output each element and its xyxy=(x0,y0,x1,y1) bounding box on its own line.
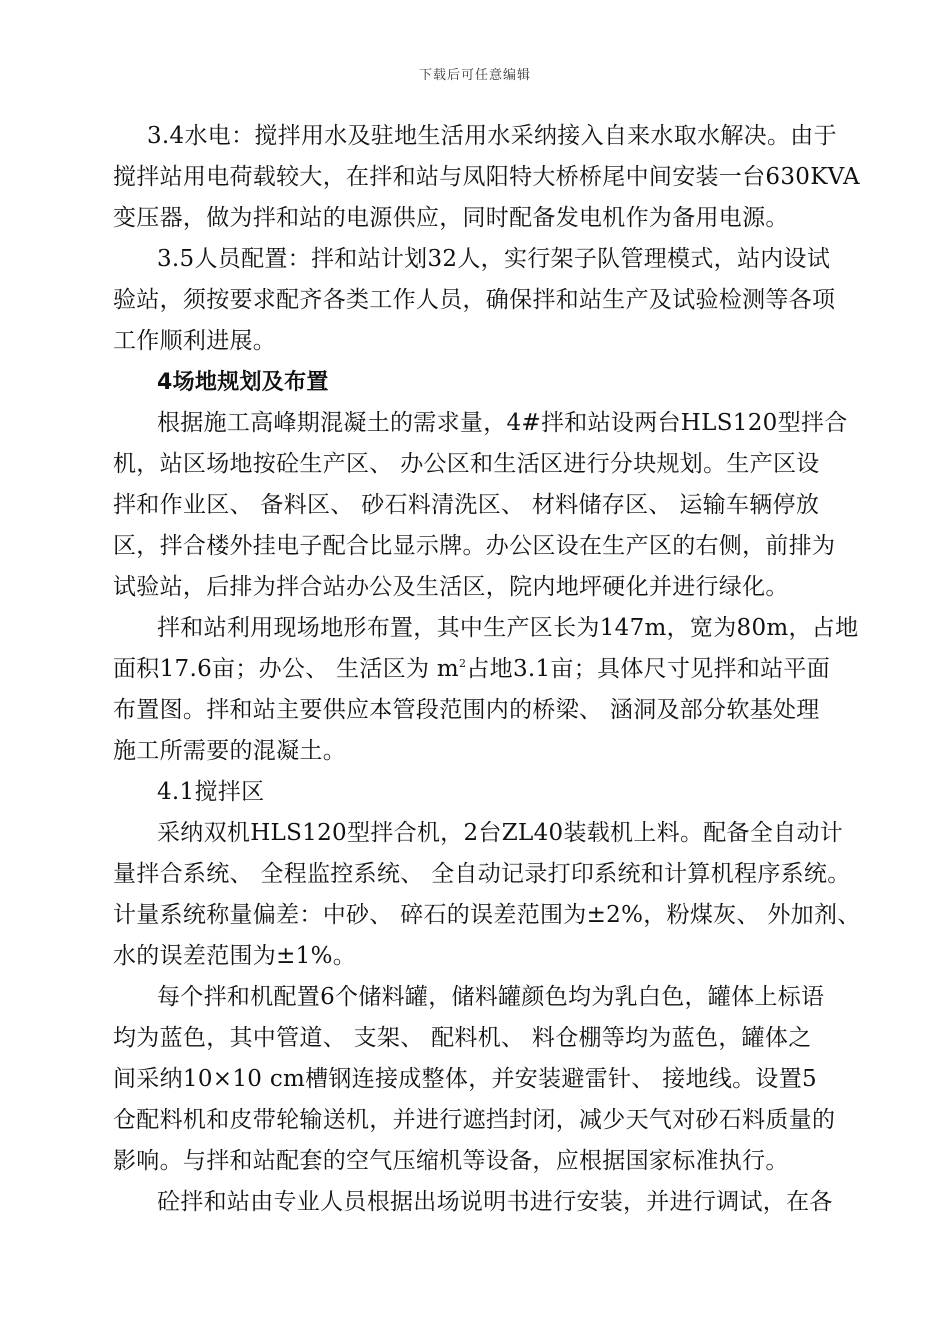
section-heading: 4场地规划及布置 xyxy=(157,370,329,395)
paragraph-line: 水的误差范围为±1%。 xyxy=(113,943,357,969)
document-body xyxy=(113,116,861,1223)
paragraph-line: 采纳双机HLS120型拌合机，2台ZL40装载机上料。配备全自动计 xyxy=(157,820,844,846)
paragraph-line: 计量系统称量偏差：中砂、 碎石的误差范围为±2%，粉煤灰、 外加剂、 xyxy=(113,902,861,928)
paragraph-line: 施工所需要的混凝土。 xyxy=(113,738,346,764)
paragraph-line: 砼拌和站由专业人员根据出场说明书进行安装，并进行调试，在各 xyxy=(157,1189,833,1215)
paragraph-line: 工作顺利进展。 xyxy=(113,328,277,354)
paragraph-line: 影响。与拌和站配套的空气压缩机等设备，应根据国家标准执行。 xyxy=(113,1148,789,1174)
paragraph-line: 拌和作业区、 备料区、 砂石料清洗区、 材料储存区、 运输车辆停放 xyxy=(113,492,820,518)
paragraph-line: 拌和站利用现场地形布置，其中生产区长为147m，宽为80m，占地 xyxy=(157,615,859,641)
paragraph-line: 试验站，后排为拌合站办公及生活区，院内地坪硬化并进行绿化。 xyxy=(113,574,789,600)
superscript-2: 2 xyxy=(459,657,467,670)
line-segment: 面积17.6亩；办公、 生活区为 m xyxy=(113,656,460,682)
paragraph-line: 量拌合系统、 全程监控系统、 全自动记录打印系统和计算机程序系统。 xyxy=(113,861,851,887)
line-segment: 占地3.1亩；具体尺寸见拌和站平面 xyxy=(466,656,831,682)
paragraph-line: 机，站区场地按砼生产区、 办公区和生活区进行分块规划。生产区设 xyxy=(113,451,820,477)
paragraph-line: 3.5人员配置：拌和站计划32人，实行架子队管理模式，站内设试 xyxy=(157,246,831,272)
paragraph-line: 变压器，做为拌和站的电源供应，同时配备发电机作为备用电源。 xyxy=(113,205,789,231)
paragraph-line: 均为蓝色，其中管道、 支架、 配料机、 料仓棚等均为蓝色，罐体之 xyxy=(113,1025,812,1051)
paragraph-line xyxy=(113,649,853,690)
paragraph-line: 区，拌合楼外挂电子配合比显示牌。办公区设在生产区的右侧，前排为 xyxy=(113,533,836,559)
paragraph-line: 间采纳10×10 cm槽钢连接成整体，并安装避雷针、 接地线。设置5 xyxy=(113,1066,817,1092)
paragraph-line: 每个拌和机配置6个储料罐，储料罐颜色均为乳白色，罐体上标语 xyxy=(157,984,825,1010)
paragraph-line: 根据施工高峰期混凝土的需求量，4#拌和站设两台HLS120型拌合 xyxy=(157,410,848,436)
paragraph-line: 验站，须按要求配齐各类工作人员，确保拌和站生产及试验检测等各项 xyxy=(113,287,836,313)
page-header: 下载后可任意编辑 xyxy=(418,68,531,83)
subsection-heading: 4.1搅拌区 xyxy=(157,779,265,805)
paragraph-line: 仓配料机和皮带轮输送机，并进行遮挡封闭，减少天气对砂石料质量的 xyxy=(113,1107,836,1133)
paragraph-line: 3.4水电：搅拌用水及驻地生活用水采纳接入自来水取水解决。由于 xyxy=(147,123,837,149)
paragraph-line: 搅拌站用电荷载较大，在拌和站与凤阳特大桥桥尾中间安装一台630KVA xyxy=(113,164,860,190)
paragraph-line: 布置图。拌和站主要供应本管段范围内的桥梁、 涵洞及部分软基处理 xyxy=(113,697,820,723)
